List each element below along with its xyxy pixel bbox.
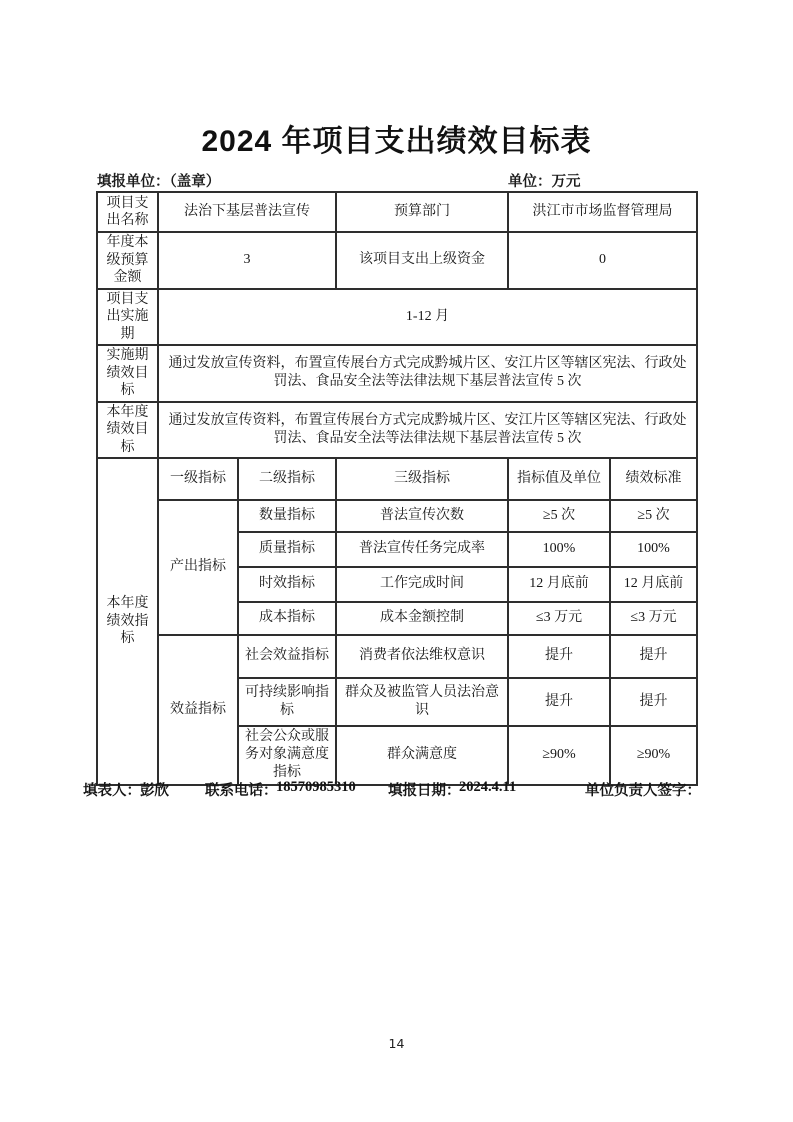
impl-goal-text: 通过发放宣传资料，布置宣传展台方式完成黔城片区、安江片区等辖区宪法、行政处罚法、食品安全法等法律法规下基层普法宣传 5 次 [168,356,687,390]
signature-label: 单位负责人签字： [585,783,701,799]
table-row-quantity-indicator [97,500,697,532]
indicator-value-cell: ≤3 万元 [508,602,610,635]
col-header-level1: 一级指标 [158,458,238,500]
indicator-value-cell: 12 月底前 [508,567,610,602]
indicator-level3-cell: 群众及被监管人员法治意识 [336,678,508,726]
col-header-value: 指标值及单位 [508,458,610,500]
impl-goal-label: 实施期绩效目标 [106,348,149,398]
annual-indicator-section-cell [97,458,158,785]
indicator-value-cell: 提升 [508,678,610,726]
table-footer [0,779,793,799]
indicator-value-cell: ≥90% [508,726,610,785]
date-label: 填报日期： [388,783,461,799]
indicator-level2-cell: 质量指标 [238,532,336,567]
report-meta [97,170,697,190]
indicator-standard-cell: 提升 [610,635,697,678]
indicator-level3-cell: 消费者依法维权意识 [336,635,508,678]
phone-label: 联系电话： [205,783,278,799]
annual-indicator-section-label: 本年度绩效指标 [106,596,149,647]
table-row-implementation-period [97,289,697,346]
impl-goal-value-cell [158,345,697,402]
annual-goal-text: 通过发放宣传资料，布置宣传展台方式完成黔城片区、安江片区等辖区宪法、行政处罚法、食品安全法等法律法规下基层普法宣传 5 次 [168,412,687,446]
indicator-level3-cell: 工作完成时间 [336,567,508,602]
table-row-project-name [97,192,697,232]
budget-dept-value-cell: 洪江市市场监督管理局 [508,192,697,232]
period-label: 项目支出实施期 [106,291,149,342]
indicator-level3-cell: 成本金额控制 [336,602,508,635]
annual-budget-label: 年度本级预算金额 [106,235,149,285]
indicator-level2-cell: 数量指标 [238,500,336,532]
indicator-level2-cell: 社会效益指标 [238,635,336,678]
indicator-value-cell: ≥5 次 [508,500,610,532]
budget-dept-label-cell: 预算部门 [336,192,508,232]
col-header-level3: 三级指标 [336,458,508,500]
indicator-level2-cell: 时效指标 [238,567,336,602]
output-indicator-group-cell: 产出指标 [158,500,238,635]
indicator-standard-cell: 100% [610,532,697,567]
annual-goal-label: 本年度绩效目标 [106,404,149,455]
indicator-level2-cell: 社会公众或服务对象满意度指标 [238,726,336,785]
preparer-label: 填表人： [83,783,141,799]
annual-goal-value-cell [158,402,697,459]
indicator-level3-cell: 普法宣传次数 [336,500,508,532]
benefit-indicator-group-cell: 效益指标 [158,635,238,785]
indicator-value-cell: 提升 [508,635,610,678]
indicator-standard-cell: ≤3 万元 [610,602,697,635]
table-row-annual-goal [97,402,697,459]
period-label-cell [97,289,158,346]
table-row-annual-budget [97,232,697,289]
indicator-standard-cell: ≥90% [610,726,697,785]
preparer-name: 彭欣 [140,783,169,799]
indicator-level3-cell: 普法宣传任务完成率 [336,532,508,567]
col-header-level2: 二级指标 [238,458,336,500]
superior-fund-label-cell: 该项目支出上级资金 [336,232,508,289]
table-row-social-benefit-indicator [97,635,697,678]
performance-target-table [96,191,698,786]
table-row-indicator-header [97,458,697,500]
superior-fund-value-cell: 0 [508,232,697,289]
indicator-value-cell: 100% [508,532,610,567]
indicator-standard-cell: ≥5 次 [610,500,697,532]
page-title: 2024 年项目支出绩效目标表 [201,125,592,158]
annual-goal-label-cell [97,402,158,459]
table-row-implementation-goal [97,345,697,402]
indicator-level2-cell: 成本指标 [238,602,336,635]
annual-budget-value-cell: 3 [158,232,336,289]
indicator-level2-cell: 可持续影响指标 [238,678,336,726]
project-name-label-cell [97,192,158,232]
project-name-value-cell: 法治下基层普法宣传 [158,192,336,232]
indicator-standard-cell: 12 月底前 [610,567,697,602]
col-header-standard: 绩效标准 [610,458,697,500]
indicator-standard-cell: 提升 [610,678,697,726]
impl-goal-label-cell [97,345,158,402]
date-value: 2024.4.11 [459,779,517,795]
fill-unit-label: 填报单位：（盖章） [97,174,221,190]
project-name-label: 项目支出名称 [106,195,149,228]
annual-budget-label-cell [97,232,158,289]
currency-unit-label: 单位：万元 [508,174,581,190]
indicator-level3-cell: 群众满意度 [336,726,508,785]
period-value-cell: 1-12 月 [158,289,697,346]
phone-number: 18570985310 [276,779,356,795]
page-number: 14 [388,1036,405,1051]
